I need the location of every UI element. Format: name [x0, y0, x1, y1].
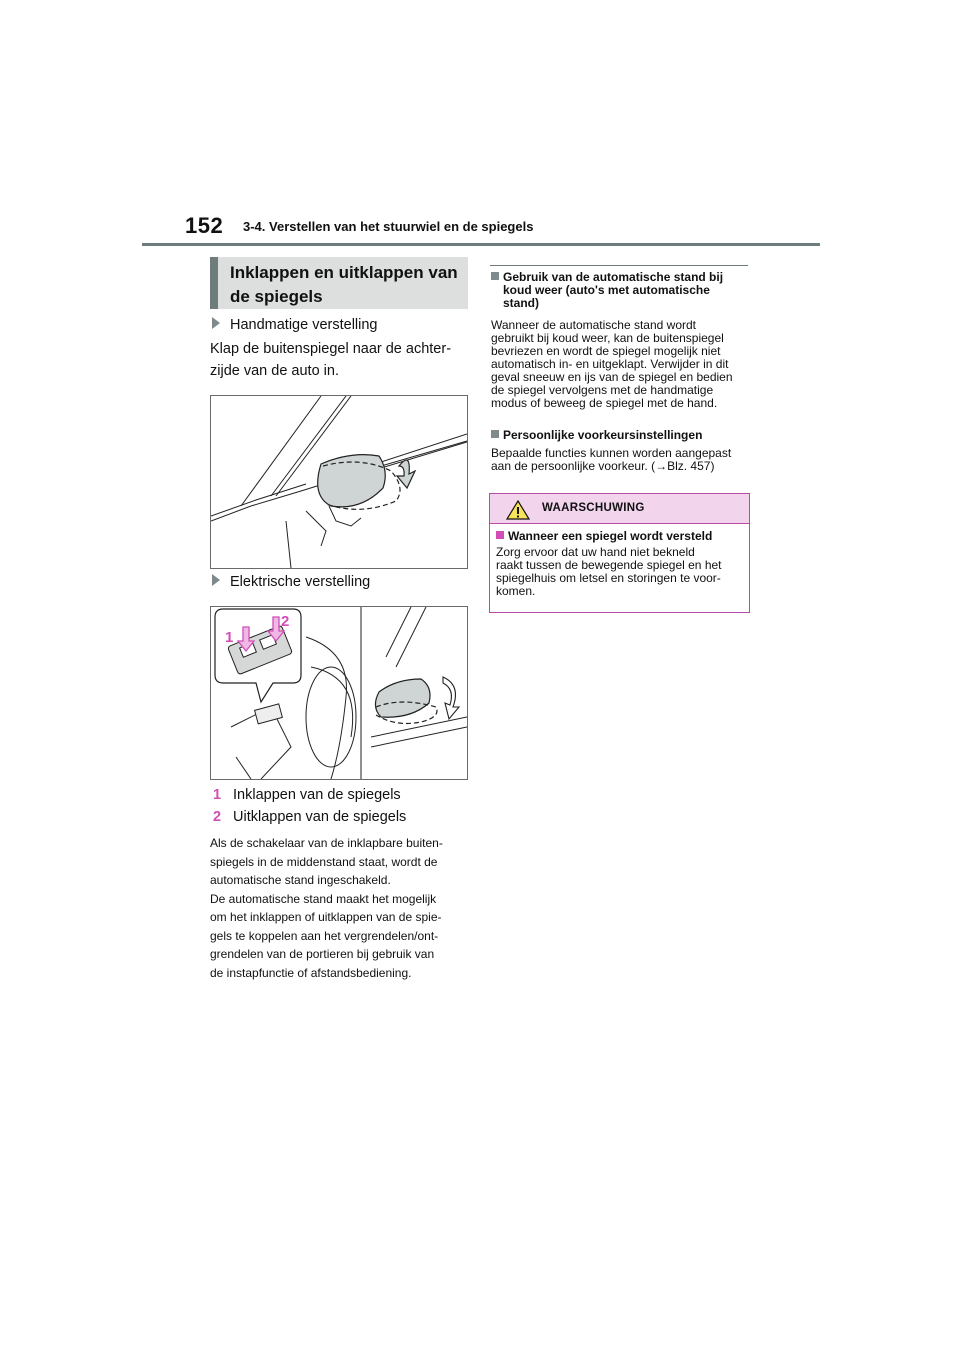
- auto-mode-note: [210, 834, 472, 982]
- heading-line: koud weer (auto's met automatische: [503, 283, 710, 297]
- text-line: geval sneeuw en ijs van de spiegel en bedien: [491, 370, 733, 384]
- right-column-rule: [490, 265, 748, 266]
- list-text: Uitklappen van de spiegels: [233, 809, 407, 825]
- list-item: [213, 784, 406, 806]
- note-line: om het inklappen of uitklappen van de spie-: [210, 910, 442, 924]
- warning-box: [489, 493, 750, 613]
- text-line: Bepaalde functies kunnen worden aangepast: [491, 446, 732, 460]
- running-header: 3-4. Verstellen van het stuurwiel en de spiegels: [243, 219, 534, 234]
- list-text: Inklappen van de spiegels: [233, 787, 401, 803]
- warning-subheading: [496, 529, 712, 543]
- cold-weather-heading: [491, 271, 749, 310]
- text-line: raakt tussen de bewegende spiegel en het: [496, 558, 722, 572]
- text-line: aan de persoonlijke voorkeur. (→Blz. 457): [491, 459, 715, 473]
- preferences-heading: [491, 429, 749, 442]
- section-heading-box: [210, 257, 468, 309]
- section-heading-line-2: de spiegels: [230, 287, 323, 306]
- warning-subheading-text: Wanneer een spiegel wordt versteld: [508, 529, 713, 543]
- manual-text-line-2: zijde van de auto in.: [210, 363, 339, 379]
- electric-adjust-text: Elektrische verstelling: [230, 574, 371, 590]
- manual-adjust-text: Handmatige verstelling: [230, 317, 378, 333]
- manual-adjust-instructions: [210, 338, 470, 382]
- section-heading-line-1: Inklappen en uitklappen van: [230, 263, 458, 282]
- text-line: komen.: [496, 584, 536, 598]
- text-line: de spiegel vervolgens met de handmatige: [491, 383, 714, 397]
- note-line: gels te koppelen aan het vergrendelen/ont-: [210, 928, 439, 943]
- header-rule: [142, 243, 820, 246]
- text-line: spiegelhuis om letsel en storingen te voor-: [496, 571, 721, 585]
- warning-text: [496, 546, 746, 598]
- square-bullet-icon: [496, 531, 504, 539]
- square-bullet-icon: [491, 430, 499, 438]
- warning-triangle-icon: [506, 500, 530, 520]
- heading-text: Persoonlijke voorkeursinstellingen: [503, 428, 703, 442]
- electric-adjust-label: [212, 574, 370, 590]
- text-line: modus of beweeg de spiegel met de hand.: [491, 396, 718, 410]
- square-bullet-icon: [491, 272, 499, 280]
- callout-1: 1: [225, 629, 234, 646]
- manual-text-line-1: Klap de buitenspiegel naar de achter-: [210, 341, 452, 357]
- note-line: automatische stand ingeschakeld.: [210, 873, 391, 887]
- preferences-text: [491, 447, 753, 473]
- text-line: Zorg ervoor dat uw hand niet bekneld: [496, 545, 695, 559]
- list-number: 2: [213, 809, 222, 825]
- heading-line: Gebruik van de automatische stand bij: [503, 270, 724, 284]
- page-number: 152: [185, 213, 224, 238]
- section-heading: [230, 261, 458, 309]
- note-line: Als de schakelaar van de inklapbare buiten-: [210, 836, 443, 850]
- mirror-manual-illustration: [211, 396, 467, 568]
- note-line: De automatische stand maakt het mogelijk: [210, 891, 437, 906]
- warning-title: WAARSCHUWING: [542, 502, 645, 514]
- triangle-bullet-icon: [212, 574, 220, 586]
- manual-adjust-label: [212, 317, 378, 333]
- text-line: bevriezen en wordt de spiegel mogelijk niet: [491, 344, 721, 358]
- list-number: 1: [213, 787, 222, 803]
- note-line: de instapfunctie of afstandsbediening.: [210, 965, 412, 980]
- note-line: grendelen van de portieren bij gebruik van: [210, 947, 435, 961]
- text-line: gebruikt bij koud weer, kan de buitenspiegel: [491, 331, 724, 345]
- text-line: Wanneer de automatische stand wordt: [491, 318, 697, 332]
- warning-header: [490, 494, 749, 524]
- numbered-list: [213, 784, 406, 828]
- mirror-switch-illustration: [211, 607, 467, 779]
- heading-line: stand): [503, 296, 539, 310]
- triangle-bullet-icon: [212, 317, 220, 329]
- list-item: [213, 806, 406, 828]
- figure-electric-mirror: [210, 606, 468, 780]
- figure-manual-mirror: [210, 395, 468, 569]
- note-line: spiegels in de middenstand staat, wordt de: [210, 854, 438, 869]
- cold-weather-text: [491, 319, 753, 410]
- callout-2: 2: [281, 613, 290, 630]
- text-line: automatisch in- en uitgeklapt. Verwijder in dit: [491, 357, 729, 371]
